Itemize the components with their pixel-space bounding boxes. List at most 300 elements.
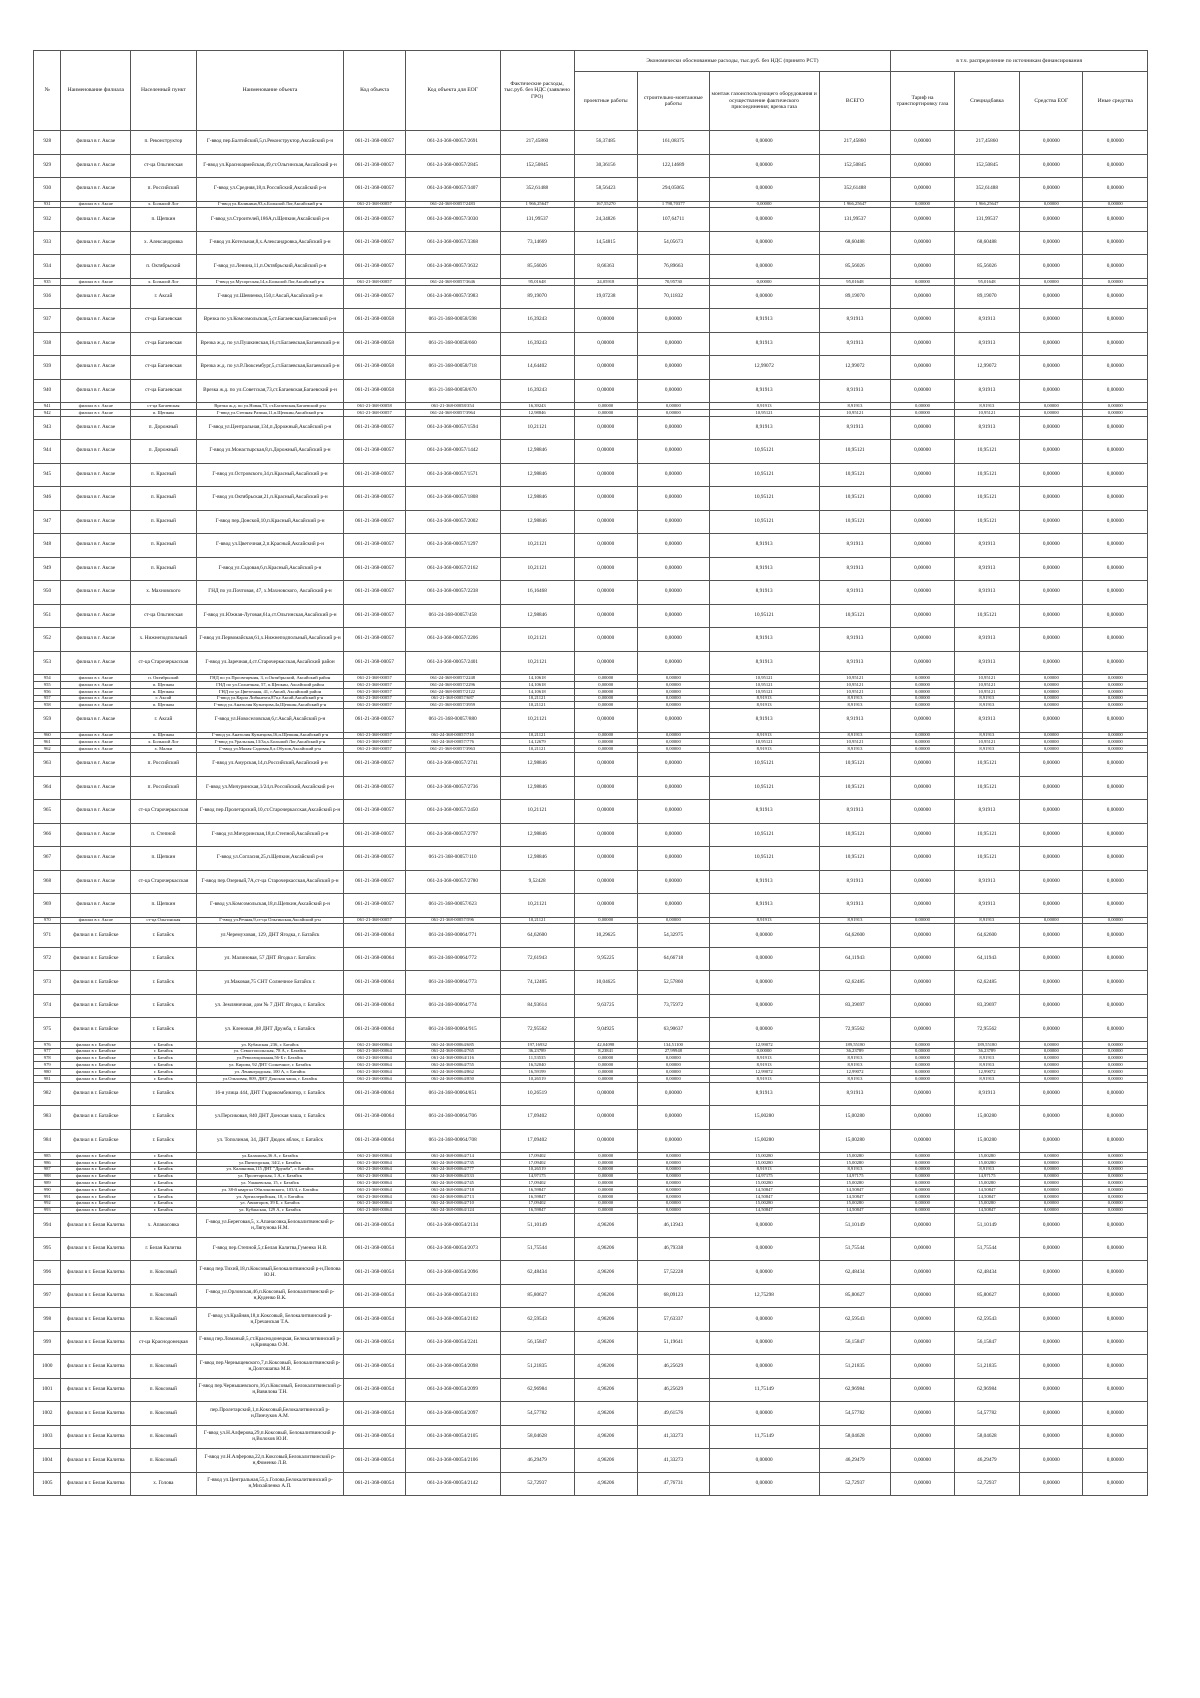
- cell-eog: 0,00000: [1020, 739, 1083, 746]
- cell-eog: 0,00000: [1020, 675, 1083, 682]
- cell-eog: 0,00000: [1020, 178, 1083, 202]
- cell-no: 963: [34, 753, 61, 777]
- table-row: [34, 1062, 1148, 1069]
- cell-no: 962: [34, 746, 61, 753]
- cell-tariff: 0,00000: [891, 285, 954, 309]
- cell-branch: филиал в г. Белая Калитва: [61, 1214, 131, 1238]
- cell-code: 061-21-368-00057: [344, 675, 405, 682]
- cell-object: ГНД по ул.Солнечная, 57, п.Щепкин, Аксайский район: [196, 681, 344, 688]
- cell-construction: 63,90637: [637, 1018, 709, 1042]
- cell-construction: 107,64711: [637, 208, 709, 232]
- cell-actual: 16,52040: [500, 1062, 574, 1069]
- cell-no: 953: [34, 651, 61, 675]
- cell-installation: 14,50847: [709, 1193, 819, 1200]
- cell-locality: г. Батайск: [131, 1153, 196, 1160]
- cell-branch: филиал в г. Батайске: [61, 971, 131, 995]
- cell-other: 0,00000: [1083, 776, 1148, 800]
- cell-actual: 12,98846: [500, 776, 574, 800]
- cell-other: 0,00000: [1083, 1355, 1148, 1379]
- cell-design: 0,00000: [574, 379, 637, 403]
- cell-code-eog: 061-24-368-00057/2401: [405, 651, 500, 675]
- cell-total: 15,00280: [819, 1153, 891, 1160]
- cell-branch: филиал в г. Белая Калитва: [61, 1425, 131, 1449]
- table-row: [34, 1402, 1148, 1426]
- cell-locality: г. Батайск: [131, 971, 196, 995]
- cell-total: 8,91913: [819, 379, 891, 403]
- table-row: [34, 208, 1148, 232]
- cell-other: 0,00000: [1083, 1207, 1148, 1214]
- cell-branch: филиал в г. Аксае: [61, 278, 131, 285]
- cell-design: 0,00000: [574, 356, 637, 380]
- cell-total: 64,62600: [819, 924, 891, 948]
- cell-installation: 10,95121: [709, 776, 819, 800]
- cell-construction: 122,14689: [637, 154, 709, 178]
- cell-actual: 10,26519: [500, 1166, 574, 1173]
- cell-construction: 41,33273: [637, 1449, 709, 1473]
- cell-actual: 14,10618: [500, 688, 574, 695]
- cell-fee: 152,50845: [954, 154, 1019, 178]
- cell-code: 061-21-368-00057: [344, 463, 405, 487]
- cell-actual: 16,59847: [500, 1187, 574, 1194]
- table-row: [34, 332, 1148, 356]
- cell-code-eog: 061-24-368-00057/1808: [405, 487, 500, 511]
- cell-installation: 0,00000: [709, 971, 819, 995]
- group-header-sources: в т.ч. распределение по источникам финансирования: [891, 51, 1148, 72]
- cell-design: 0,00000: [574, 581, 637, 605]
- cell-construction: 0,00000: [637, 917, 709, 924]
- cell-code-eog: 061-24-368-00057/2296: [405, 681, 500, 688]
- cell-design: 24,34826: [574, 208, 637, 232]
- cell-object: Г-ввод ул.Средняя,18,п.Российский,Аксайский р-н: [196, 178, 344, 202]
- cell-other: 0,00000: [1083, 1062, 1148, 1069]
- cell-total: 8,91913: [819, 651, 891, 675]
- cell-eog: 0,00000: [1020, 1048, 1083, 1055]
- cell-construction: 0,00000: [637, 739, 709, 746]
- cell-code: 061-21-368-00057: [344, 231, 405, 255]
- cell-code: 061-21-368-00054: [344, 1284, 405, 1308]
- cell-code: 061-21-368-00057: [344, 201, 405, 208]
- cell-no: 971: [34, 924, 61, 948]
- cell-actual: 10,21121: [500, 557, 574, 581]
- cell-design: 0,00000: [574, 800, 637, 824]
- cell-total: 10,95121: [819, 688, 891, 695]
- expenses-table: [33, 50, 1148, 1496]
- cell-design: 0,00000: [574, 1193, 637, 1200]
- col-header-no: №: [34, 51, 61, 131]
- cell-actual: 10,21121: [500, 702, 574, 709]
- cell-branch: филиал в г. Белая Калитва: [61, 1261, 131, 1285]
- cell-locality: г. Аксай: [131, 695, 196, 702]
- cell-tariff: 0,00000: [891, 356, 954, 380]
- cell-fee: 10,95121: [954, 753, 1019, 777]
- cell-fee: 10,95121: [954, 510, 1019, 534]
- cell-no: 966: [34, 823, 61, 847]
- cell-branch: филиал в г. Батайске: [61, 1193, 131, 1200]
- cell-installation: 12,75298: [709, 1284, 819, 1308]
- cell-tariff: 0,00000: [891, 823, 954, 847]
- cell-code: 061-21-368-00064: [344, 1106, 405, 1130]
- cell-no: 1002: [34, 1402, 61, 1426]
- cell-actual: 62,96984: [500, 1378, 574, 1402]
- cell-locality: п. Российский: [131, 776, 196, 800]
- table-row: [34, 1237, 1148, 1261]
- cell-other: 0,00000: [1083, 534, 1148, 558]
- cell-installation: 0,00000: [709, 231, 819, 255]
- cell-other: 0,00000: [1083, 154, 1148, 178]
- table-row: [34, 1173, 1148, 1180]
- cell-locality: г. Батайск: [131, 1082, 196, 1106]
- cell-total: 15,00280: [819, 1180, 891, 1187]
- cell-code: 061-21-368-00057: [344, 440, 405, 464]
- cell-code: 061-21-368-00057: [344, 870, 405, 894]
- cell-code-eog: 061-24-368-00057/3030: [405, 208, 500, 232]
- cell-branch: филиал в г. Аксае: [61, 870, 131, 894]
- cell-other: 0,00000: [1083, 1055, 1148, 1062]
- cell-locality: г. Батайск: [131, 1055, 196, 1062]
- cell-construction: 49,61576: [637, 1402, 709, 1426]
- cell-no: 954: [34, 675, 61, 682]
- cell-other: 0,00000: [1083, 688, 1148, 695]
- cell-fee: 8,91913: [954, 894, 1019, 918]
- table-row: [34, 356, 1148, 380]
- cell-branch: филиал в г. Аксае: [61, 847, 131, 871]
- table-row: [34, 255, 1148, 279]
- cell-tariff: 0,00000: [891, 709, 954, 733]
- cell-object: Г-ввод ул.Н.Алферова,29,п.Коксовый, Белокалитвинский р-н,Волохов Ю.И.: [196, 1425, 344, 1449]
- cell-total: 10,95121: [819, 409, 891, 416]
- cell-eog: 0,00000: [1020, 440, 1083, 464]
- cell-other: 0,00000: [1083, 947, 1148, 971]
- cell-fee: 8,91913: [954, 379, 1019, 403]
- cell-construction: 0,00000: [637, 534, 709, 558]
- cell-code-eog: 061-24-368-00057/458: [405, 604, 500, 628]
- cell-code-eog: 061-24-368-00064/774: [405, 994, 500, 1018]
- cell-total: 12,99072: [819, 1069, 891, 1076]
- cell-eog: 0,00000: [1020, 1331, 1083, 1355]
- cell-object: Г-ввод ул.Ленина,11,п.Октябрьский,Аксайский р-н: [196, 255, 344, 279]
- cell-construction: 0,00000: [637, 510, 709, 534]
- cell-eog: 0,00000: [1020, 1159, 1083, 1166]
- cell-no: 960: [34, 732, 61, 739]
- cell-total: 85,80627: [819, 1284, 891, 1308]
- cell-locality: х. Большой Лог: [131, 278, 196, 285]
- cell-locality: г. Батайск: [131, 1173, 196, 1180]
- cell-no: 1001: [34, 1378, 61, 1402]
- cell-branch: филиал в г. Аксае: [61, 356, 131, 380]
- cell-installation: 0,00000: [709, 201, 819, 208]
- cell-other: 0,00000: [1083, 285, 1148, 309]
- cell-total: 58,04628: [819, 1425, 891, 1449]
- cell-eog: 0,00000: [1020, 332, 1083, 356]
- cell-installation: 0,00000: [709, 285, 819, 309]
- cell-other: 0,00000: [1083, 1214, 1148, 1238]
- cell-total: 15,00280: [819, 1129, 891, 1153]
- cell-construction: 64,66718: [637, 947, 709, 971]
- cell-tariff: 0,00000: [891, 278, 954, 285]
- cell-code: 061-21-368-00064: [344, 1082, 405, 1106]
- cell-total: 14,50847: [819, 1187, 891, 1194]
- cell-construction: 41,33273: [637, 1425, 709, 1449]
- table-row: [34, 1075, 1148, 1082]
- cell-fee: 8,91913: [954, 800, 1019, 824]
- cell-actual: 10,21121: [500, 746, 574, 753]
- cell-locality: г. Аксай: [131, 709, 196, 733]
- cell-eog: 0,00000: [1020, 1041, 1083, 1048]
- cell-locality: г. Батайск: [131, 1159, 196, 1166]
- cell-code-eog: 061-24-368-00064/710: [405, 1200, 500, 1207]
- cell-eog: 0,00000: [1020, 1355, 1083, 1379]
- cell-design: 4,96206: [574, 1331, 637, 1355]
- table-body: [34, 131, 1148, 1496]
- cell-eog: 0,00000: [1020, 463, 1083, 487]
- cell-other: 0,00000: [1083, 1449, 1148, 1473]
- cell-fee: 8,91913: [954, 534, 1019, 558]
- cell-code: 061-21-368-00057: [344, 732, 405, 739]
- cell-total: 8,91913: [819, 1075, 891, 1082]
- cell-design: 0,00000: [574, 463, 637, 487]
- cell-tariff: 0,00000: [891, 231, 954, 255]
- cell-actual: 10,21121: [500, 695, 574, 702]
- cell-design: 0,00000: [574, 1129, 637, 1153]
- cell-code: 061-21-368-00057: [344, 409, 405, 416]
- cell-eog: 0,00000: [1020, 971, 1083, 995]
- cell-construction: 0,00000: [637, 746, 709, 753]
- cell-eog: 0,00000: [1020, 416, 1083, 440]
- cell-fee: 62,96984: [954, 1378, 1019, 1402]
- cell-code: 061-21-368-00064: [344, 1207, 405, 1214]
- cell-no: 1005: [34, 1472, 61, 1496]
- cell-locality: г. Батайск: [131, 1018, 196, 1042]
- cell-other: 0,00000: [1083, 208, 1148, 232]
- cell-branch: филиал в г. Аксае: [61, 628, 131, 652]
- cell-eog: 0,00000: [1020, 753, 1083, 777]
- cell-locality: п. Октябрьский: [131, 255, 196, 279]
- cell-installation: 8,91913: [709, 1075, 819, 1082]
- cell-fee: 8,91913: [954, 1082, 1019, 1106]
- cell-design: 9,04925: [574, 1018, 637, 1042]
- cell-actual: 16,59199: [500, 1069, 574, 1076]
- cell-construction: 0,00000: [637, 1082, 709, 1106]
- cell-other: 0,00000: [1083, 739, 1148, 746]
- cell-locality: г. Батайск: [131, 1207, 196, 1214]
- cell-total: 10,95121: [819, 847, 891, 871]
- cell-installation: 0,00000: [709, 1449, 819, 1473]
- cell-object: ул.Маковая,75 СНТ Солнечное Батайск г.: [196, 971, 344, 995]
- cell-other: 0,00000: [1083, 1200, 1148, 1207]
- cell-design: 0,00000: [574, 416, 637, 440]
- cell-actual: 16,59847: [500, 1193, 574, 1200]
- cell-design: 4,96206: [574, 1402, 637, 1426]
- cell-tariff: 0,00000: [891, 688, 954, 695]
- cell-code-eog: 061-24-368-00064/706: [405, 1106, 500, 1130]
- cell-construction: 52,57860: [637, 971, 709, 995]
- cell-object: Г-ввод пер.Тихий,18,п.Коксовый,Белокалитвинский р-н,Попова Ю.Н.: [196, 1261, 344, 1285]
- cell-construction: 0,00000: [637, 379, 709, 403]
- cell-construction: 68,09123: [637, 1284, 709, 1308]
- cell-total: 10,95121: [819, 510, 891, 534]
- cell-actual: 10,21121: [500, 651, 574, 675]
- cell-design: 56,37485: [574, 131, 637, 155]
- cell-design: 19,07238: [574, 285, 637, 309]
- cell-code-eog: 061-24-368-00064/851: [405, 1082, 500, 1106]
- cell-construction: 0,00000: [637, 403, 709, 410]
- cell-actual: 16,39243: [500, 332, 574, 356]
- cell-code: 061-21-368-00057: [344, 285, 405, 309]
- col-header-code: Код объекта: [344, 51, 405, 131]
- cell-total: 8,91913: [819, 309, 891, 333]
- cell-object: 16-я улица 444, ДНТ Гидрокомбинатор, г. Батайск: [196, 1082, 344, 1106]
- cell-other: 0,00000: [1083, 1153, 1148, 1160]
- cell-other: 0,00000: [1083, 409, 1148, 416]
- table-row: [34, 971, 1148, 995]
- cell-no: 931: [34, 201, 61, 208]
- cell-locality: п. Коксовый: [131, 1308, 196, 1332]
- table-row: [34, 870, 1148, 894]
- cell-installation: 8,91913: [709, 628, 819, 652]
- cell-installation: 11,75149: [709, 1425, 819, 1449]
- cell-total: 46,29479: [819, 1449, 891, 1473]
- table-row: [34, 285, 1148, 309]
- cell-locality: х. Большой Лог: [131, 201, 196, 208]
- cell-other: 0,00000: [1083, 1048, 1148, 1055]
- cell-object: ул. Земляничная, дом № 7 ДНТ Ягодка, г. Батайск: [196, 994, 344, 1018]
- cell-object: пер.Пролетарский,1,п.Коксовый,Белокалитвинский р-н,Пинчуков А.М.: [196, 1402, 344, 1426]
- cell-no: 940: [34, 379, 61, 403]
- cell-code-eog: 061-24-368-00054/2097: [405, 1402, 500, 1426]
- cell-design: 0,00000: [574, 628, 637, 652]
- cell-other: 0,00000: [1083, 581, 1148, 605]
- cell-tariff: 0,00000: [891, 651, 954, 675]
- cell-installation: 8,91913: [709, 1062, 819, 1069]
- cell-construction: 0,00000: [637, 409, 709, 416]
- cell-code: 061-21-368-00058: [344, 403, 405, 410]
- cell-fee: 15,00280: [954, 1180, 1019, 1187]
- cell-other: 0,00000: [1083, 604, 1148, 628]
- table-row: [34, 1082, 1148, 1106]
- cell-tariff: 0,00000: [891, 379, 954, 403]
- cell-tariff: 0,00000: [891, 1041, 954, 1048]
- cell-locality: ст-ца Старочеркасская: [131, 870, 196, 894]
- cell-code: 061-21-368-00057: [344, 255, 405, 279]
- cell-eog: 0,00000: [1020, 1082, 1083, 1106]
- table-row: [34, 154, 1148, 178]
- table-row: [34, 201, 1148, 208]
- cell-tariff: 0,00000: [891, 416, 954, 440]
- cell-actual: 14,97175: [500, 1173, 574, 1180]
- cell-locality: п. Российский: [131, 753, 196, 777]
- cell-actual: 12,98846: [500, 823, 574, 847]
- cell-no: 1000: [34, 1355, 61, 1379]
- cell-design: 8,23841: [574, 1048, 637, 1055]
- cell-tariff: 0,00000: [891, 154, 954, 178]
- cell-no: 970: [34, 917, 61, 924]
- cell-code-eog: 061-21-368-00057/110: [405, 847, 500, 871]
- cell-total: 8,91913: [819, 709, 891, 733]
- cell-code: 061-21-368-00057: [344, 739, 405, 746]
- cell-tariff: 0,00000: [891, 440, 954, 464]
- cell-branch: филиал в г. Аксае: [61, 409, 131, 416]
- cell-total: 62,62485: [819, 971, 891, 995]
- cell-construction: 0,00000: [637, 695, 709, 702]
- cell-design: 10,29625: [574, 924, 637, 948]
- cell-total: 10,95121: [819, 776, 891, 800]
- cell-code: 061-21-368-00057: [344, 178, 405, 202]
- cell-code: 061-21-368-00057: [344, 534, 405, 558]
- cell-other: 0,00000: [1083, 487, 1148, 511]
- cell-no: 965: [34, 800, 61, 824]
- table-row: [34, 1331, 1148, 1355]
- cell-tariff: 0,00000: [891, 409, 954, 416]
- cell-design: 4,96206: [574, 1237, 637, 1261]
- cell-code-eog: 061-21-368-00058/598: [405, 309, 500, 333]
- cell-other: 0,00000: [1083, 1069, 1148, 1076]
- cell-no: 984: [34, 1129, 61, 1153]
- cell-object: Г-ввод пер.Озерный,7А,ст-ца Старочеркасская,Аксайский р-н: [196, 870, 344, 894]
- cell-design: 0,00000: [574, 688, 637, 695]
- cell-object: Г-ввод ул.Цветочная,2,п.Красный,Аксайский р-н: [196, 534, 344, 558]
- cell-total: 52,72937: [819, 1472, 891, 1496]
- table-row: [34, 651, 1148, 675]
- cell-eog: 0,00000: [1020, 823, 1083, 847]
- cell-construction: 0,00000: [637, 332, 709, 356]
- cell-branch: филиал в г. Аксае: [61, 510, 131, 534]
- cell-total: 217,45860: [819, 131, 891, 155]
- cell-construction: 0,00000: [637, 1055, 709, 1062]
- cell-other: 0,00000: [1083, 201, 1148, 208]
- col-header-eog: Средства ЕОГ: [1020, 72, 1083, 131]
- cell-code-eog: 061-24-368-00054/2103: [405, 1284, 500, 1308]
- cell-construction: 0,00000: [637, 688, 709, 695]
- cell-code: 061-21-368-00064: [344, 971, 405, 995]
- cell-construction: 0,00000: [637, 651, 709, 675]
- cell-total: 62,96984: [819, 1378, 891, 1402]
- cell-design: 0,00000: [574, 1200, 637, 1207]
- cell-code: 061-21-368-00054: [344, 1378, 405, 1402]
- cell-code-eog: 061-21-368-00057/687: [405, 695, 500, 702]
- cell-actual: 17,09402: [500, 1129, 574, 1153]
- table-row: [34, 1048, 1148, 1055]
- cell-construction: 0,00000: [637, 440, 709, 464]
- cell-tariff: 0,00000: [891, 847, 954, 871]
- cell-actual: 10,21121: [500, 534, 574, 558]
- cell-branch: филиал в г. Аксае: [61, 416, 131, 440]
- cell-installation: 15,00280: [709, 1159, 819, 1166]
- cell-actual: 51,10149: [500, 1214, 574, 1238]
- cell-installation: 0,00000: [709, 278, 819, 285]
- cell-other: 0,00000: [1083, 651, 1148, 675]
- cell-construction: 76,89663: [637, 255, 709, 279]
- cell-branch: филиал в г. Батайске: [61, 1082, 131, 1106]
- cell-fee: 8,91913: [954, 917, 1019, 924]
- cell-design: 14,54815: [574, 231, 637, 255]
- cell-object: Г-ввод ул.Монастырская,8,п.Дорожный,Аксайский р-н: [196, 440, 344, 464]
- cell-eog: 0,00000: [1020, 201, 1083, 208]
- table-row: [34, 628, 1148, 652]
- cell-tariff: 0,00000: [891, 753, 954, 777]
- cell-branch: филиал в г. Аксае: [61, 154, 131, 178]
- cell-tariff: 0,00000: [891, 255, 954, 279]
- cell-tariff: 0,00000: [891, 1082, 954, 1106]
- cell-total: 51,10149: [819, 1214, 891, 1238]
- table-row: [34, 1472, 1148, 1496]
- table-row: [34, 131, 1148, 155]
- cell-code-eog: 061-24-368-00057/2002: [405, 510, 500, 534]
- cell-installation: 14,50847: [709, 1187, 819, 1194]
- cell-fee: 8,91913: [954, 557, 1019, 581]
- cell-actual: 62,48434: [500, 1261, 574, 1285]
- cell-object: ул.Революционная,56-Б г. Батайск: [196, 1055, 344, 1062]
- cell-actual: 10,21121: [500, 917, 574, 924]
